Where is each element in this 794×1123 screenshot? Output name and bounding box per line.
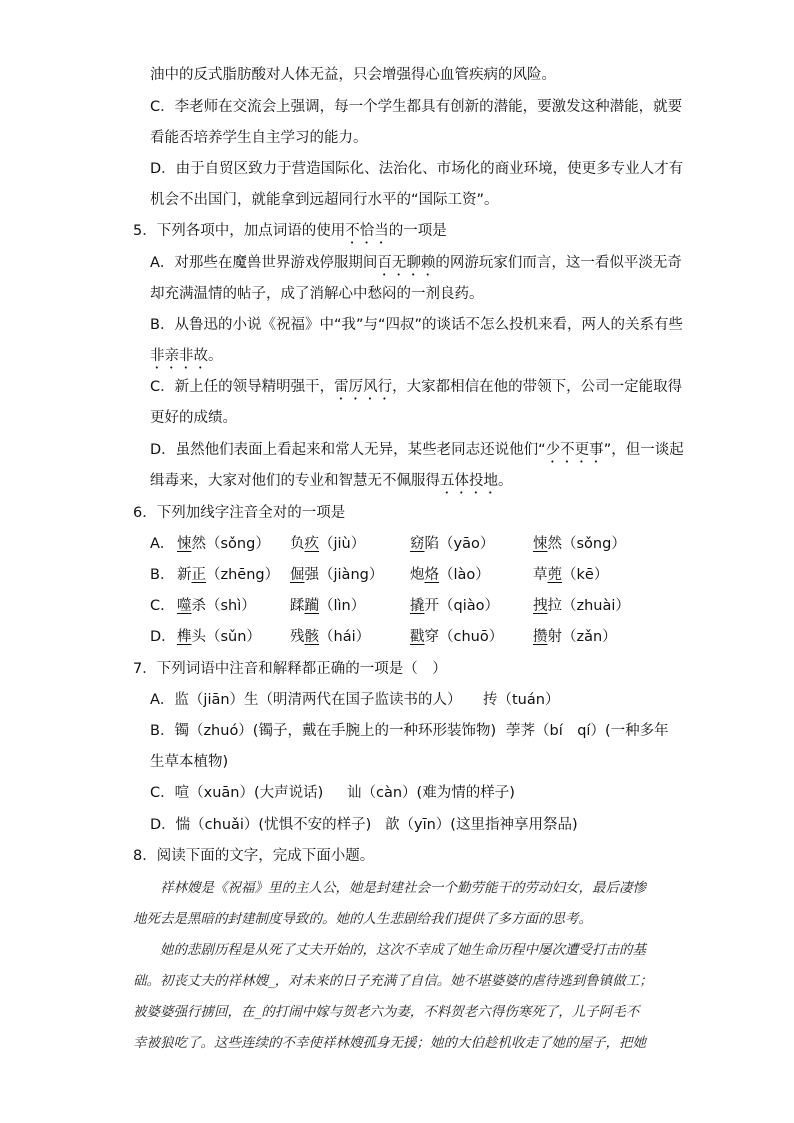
q6-underlined-char: 躏	[304, 598, 319, 614]
q6-item-suffix: （kē）	[562, 567, 609, 583]
q6-item-suffix: 开（qiào）	[424, 598, 499, 614]
q7-option-c: C．喧（xuān）(大声说话)	[150, 785, 324, 801]
passage-p1-line1: 祥林嫂是《祝福》里的主人公，她是封建社会一个勤劳能干的劳动妇女，最后凄惨	[160, 880, 646, 896]
q5-b-dotted-word: 非亲非故	[150, 348, 208, 364]
q6-item	[533, 565, 608, 585]
q5-d2-text: 缉毒来，大家对他们的专业和智慧无不佩服得	[150, 473, 440, 489]
q5-stem-text: 5．下列各项中，加点词语的使用	[133, 223, 346, 239]
q6-item-suffix: 陷（yāo）	[424, 536, 495, 552]
q6-item-prefix: 蹂	[290, 598, 305, 614]
q5-c-text: C．新上任的领导精明强干，	[150, 379, 335, 395]
q6-option-label: D．	[150, 629, 176, 645]
q5-option-b-line1: B．从鲁迅的小说《祝福》中“我”与“四叔”的谈话不怎么投机来看，两人的关系有些	[150, 317, 683, 333]
q5-a-tail: 的网游玩家们而言，这一看似平淡无奇	[435, 255, 682, 271]
q7-stem: 7．下列词语中注音和解释都正确的一项是（ ）	[133, 661, 447, 677]
q6-underlined-char: 正	[191, 567, 206, 583]
q6-item-suffix: （lào）	[439, 567, 490, 583]
q4-option-c-line2: 看能否培养学生自主学习的能力。	[150, 130, 368, 146]
q6-item	[533, 596, 630, 616]
q6-underlined-char: 疚	[304, 536, 319, 552]
q6-item	[410, 534, 494, 554]
q6-item-suffix: 射（zǎn）	[547, 629, 617, 645]
q6-item	[290, 596, 365, 616]
q6-underlined-char: 烙	[424, 567, 439, 583]
q7-option-d: D．惴（chuǎi）(忧惧不安的样子)	[150, 817, 372, 833]
q6-item	[410, 627, 503, 647]
q5-c-dotted-word: 雷厉风行	[334, 379, 393, 395]
q6-item	[177, 596, 256, 616]
q6-item-prefix: 草	[533, 567, 548, 583]
q6-item-suffix: （zhēng）	[206, 567, 280, 583]
q5-a-text: A．对那些在魔兽世界游戏停服期间	[150, 255, 378, 271]
q6-item-suffix: 强（jiàng）	[304, 567, 384, 583]
q7-option-a-second: 抟（tuán）	[483, 692, 560, 708]
q5-d2-tail: 。	[498, 473, 513, 489]
q5-b-tail: 。	[208, 348, 223, 364]
q5-d-dotted-word: 少不更事	[545, 442, 604, 458]
q6-underlined-char: 窈	[410, 536, 425, 552]
q6-item-suffix: 然（sǒng）	[547, 536, 626, 552]
q6-item	[290, 627, 370, 647]
q7-option-b-line2: 生草本植物)	[150, 754, 229, 770]
q6-item-prefix: 负	[290, 536, 305, 552]
q6-underlined-char: 蔸	[547, 567, 562, 583]
q6-underlined-char: 撬	[410, 598, 425, 614]
q6-item-suffix: （hái）	[319, 629, 371, 645]
q8-stem: 8．阅读下面的文字，完成下面小题。	[133, 848, 375, 864]
q6-item-suffix: 头（sǔn）	[191, 629, 261, 645]
q5-stem	[133, 221, 447, 247]
q6-item	[177, 627, 261, 647]
q6-item-suffix: 拉（zhuài）	[547, 598, 630, 614]
q7-option-b-second: 荸荠（bí qí）(一种多年	[506, 723, 669, 739]
passage-p2-line2: 础。初丧丈夫的祥林嫂_，对未来的日子充满了自信。她不堪婆婆的虐待逃到鲁镇做工；	[133, 973, 653, 989]
q5-d-tail: ”，但一谈起	[603, 442, 684, 458]
q5-option-c-line2: 更好的成绩。	[150, 410, 237, 426]
q5-option-a-line1	[150, 253, 682, 279]
q6-underlined-char: 攒	[533, 629, 548, 645]
q4-option-d-line1: D．由于自贸区致力于营造国际化、法治化、市场化的商业环境，使更多专业人才有	[150, 161, 684, 177]
q6-item	[533, 534, 626, 554]
q7-option-d-second: 歆（yīn）(这里指神享用祭品)	[385, 817, 578, 833]
q6-item-suffix: （lìn）	[319, 598, 366, 614]
passage-p2-line3: 被婆婆强行掳回，在_的打闹中嫁与贺老六为妻，不料贺老六得伤寒死了，儿子阿毛不	[133, 1004, 640, 1020]
q6-item-prefix: 新	[177, 567, 192, 583]
q5-stem-tail: 的一项是	[388, 223, 447, 239]
q5-stem-emphasis: 不恰当	[345, 223, 389, 239]
q5-option-c-line1	[150, 377, 682, 403]
q6-item-suffix: 杀（shì）	[191, 598, 256, 614]
q6-item	[290, 565, 383, 585]
q4-option-d-line2: 机会不出国门，就能拿到远超同行水平的“国际工资”。	[150, 192, 499, 208]
q6-item	[177, 534, 270, 554]
q6-underlined-char: 噬	[177, 598, 192, 614]
q6-item-suffix: 穿（chuō）	[424, 629, 504, 645]
passage-p2-line1: 她的悲剧历程是从死了丈夫开始的，这次不幸成了她生命历程中屡次遭受打击的基	[160, 942, 646, 958]
q6-stem: 6．下列加线字注音全对的一项是	[133, 505, 346, 521]
q6-underlined-char: 拽	[533, 598, 548, 614]
q6-option-label: C．	[150, 598, 175, 614]
q7-option-a: A．监（jiān）生（明清两代在国子监读书的人）	[150, 692, 462, 708]
q4-option-b-tail: 油中的反式脂肪酸对人体无益，只会增强得心血管疾病的风险。	[150, 67, 556, 83]
q5-option-d-line1	[150, 440, 684, 466]
q6-item	[410, 565, 490, 585]
q6-underlined-char: 倔	[290, 567, 305, 583]
q6-option-label: A．	[150, 536, 175, 552]
q6-item	[410, 596, 499, 616]
q6-item	[290, 534, 365, 554]
q4-option-c-line1: C．李老师在交流会上强调，每一个学生都具有创新的潜能，要激发这种潜能，就要	[150, 99, 683, 115]
q6-item	[533, 627, 617, 647]
q6-underlined-char: 悚	[177, 536, 192, 552]
q6-underlined-char: 榫	[177, 629, 192, 645]
passage-p2-line4: 幸被狼吃了。这些连续的不幸使祥林嫂孤身无援；她的大伯趁机收走了她的屋子，把她	[133, 1035, 646, 1051]
q5-option-b-line2	[150, 346, 223, 372]
q5-option-a-line2: 却充满温情的帖子，成了消解心中愁闷的一剂良药。	[150, 286, 484, 302]
q6-underlined-char: 骸	[304, 629, 319, 645]
q5-d2-dotted-word: 五体投地	[440, 473, 498, 489]
q6-option-label: B．	[150, 567, 175, 583]
q7-option-c-second: 讪（càn）(难为情的样子)	[347, 785, 515, 801]
passage-p1-line2: 地死去是黑暗的封建制度导致的。她的人生悲剧给我们提供了多方面的思考。	[133, 911, 592, 927]
q6-item-prefix: 炮	[410, 567, 425, 583]
q5-c-tail: ，大家都相信在他的带领下，公司一定能取得	[392, 379, 683, 395]
q5-d-text: D．虽然他们表面上看起来和常人无异，某些老同志还说他们“	[150, 442, 546, 458]
q6-underlined-char: 悚	[533, 536, 548, 552]
q6-item-prefix: 残	[290, 629, 305, 645]
q5-a-dotted-word: 百无聊赖	[377, 255, 436, 271]
q7-option-b: B．镯（zhuó）(镯子，戴在手腕上的一种环形装饰物)	[150, 723, 497, 739]
q6-underlined-char: 戳	[410, 629, 425, 645]
q6-item-suffix: 然（sǒng）	[191, 536, 270, 552]
q6-item	[177, 565, 279, 585]
q6-item-suffix: （jiù）	[319, 536, 366, 552]
q5-option-d-line2	[150, 471, 513, 497]
